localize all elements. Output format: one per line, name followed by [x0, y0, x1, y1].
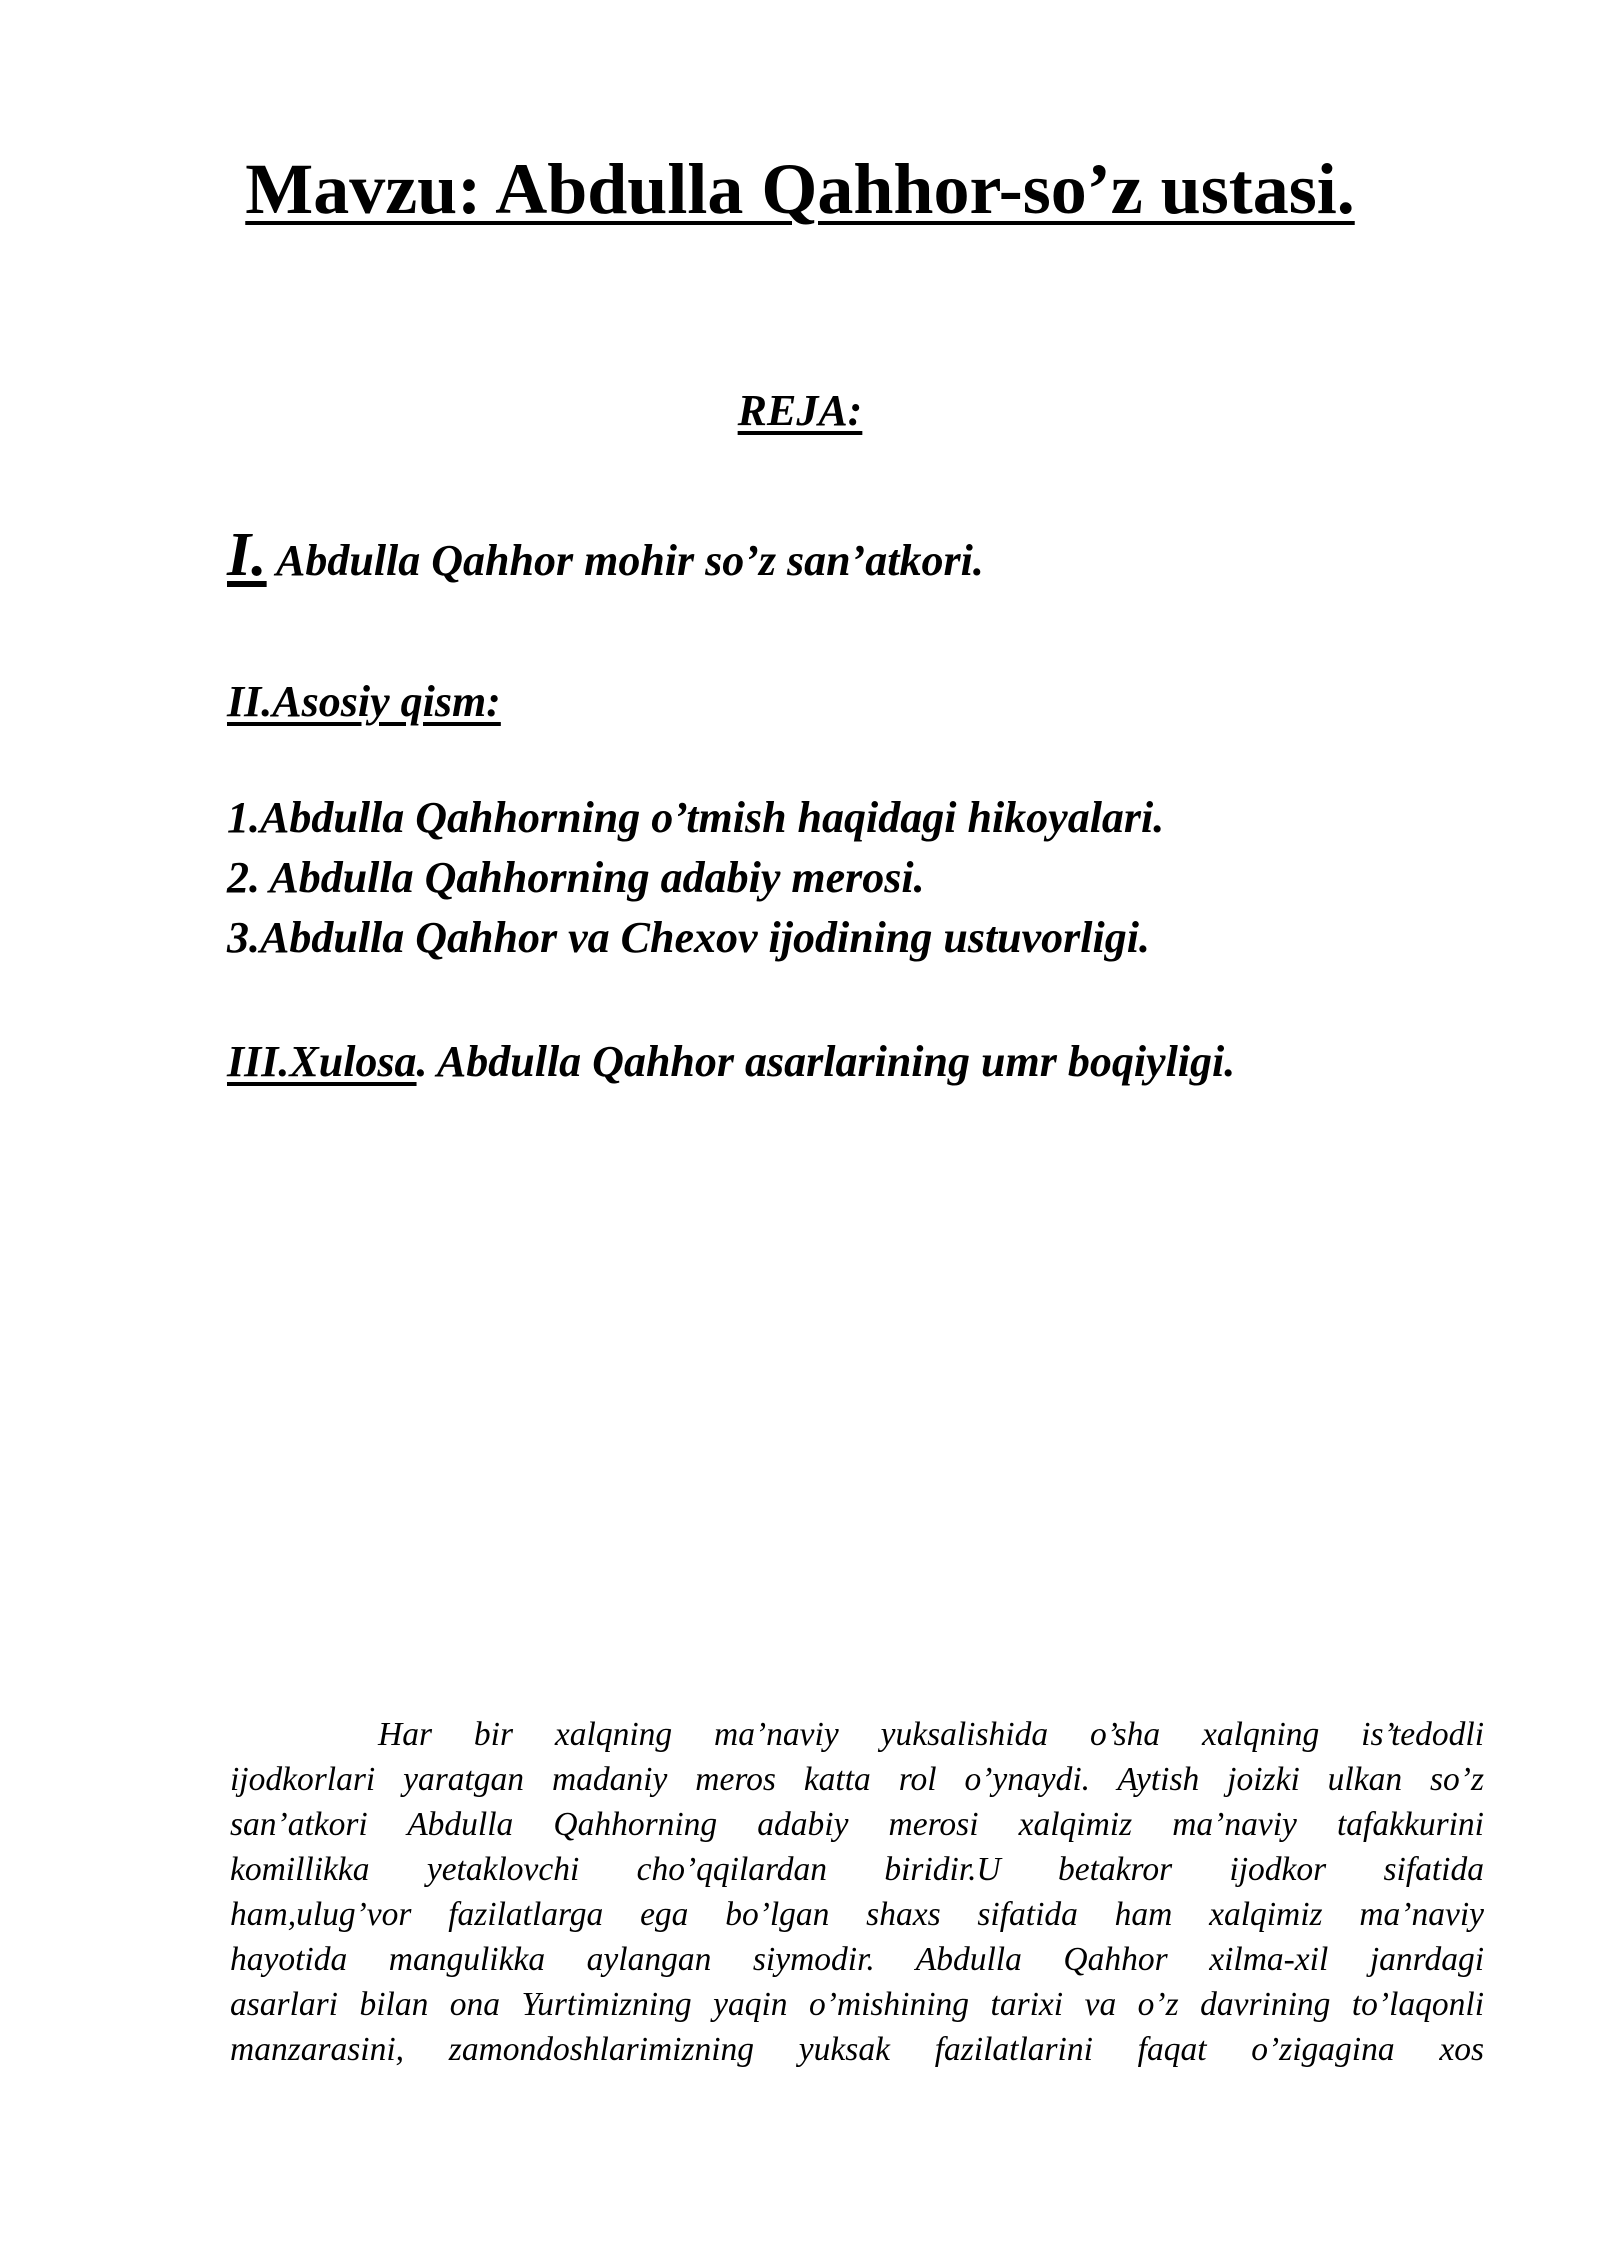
plan-item-1-text: Abdulla Qahhor mohir so’z san’atkori.: [266, 536, 984, 585]
plan-item-3: [227, 1036, 1527, 1087]
plan-subitem-3: 3.Abdulla Qahhor va Chexov ijodining ustuvorligi.: [227, 913, 1150, 962]
plan-subitem-2: 2. Abdulla Qahhorning adabiy merosi.: [227, 853, 925, 902]
body-line: hayotida mangulikka aylangan siymodir. Abdulla Qahhor xilma-xil janrdagi: [230, 1941, 1484, 1978]
body-line: komillikka yetaklovchi cho’qqilardan biridir.U betakror ijodkor sifatida: [230, 1851, 1484, 1888]
body-line: ham,ulug’vor fazilatlarga ega bo’lgan shaxs sifatida ham xalqimiz ma’naviy: [230, 1896, 1484, 1933]
roman-numeral-1: I.: [227, 521, 267, 589]
plan-subitem-1: 1.Abdulla Qahhorning o’tmish haqidagi hikoyalari.: [227, 793, 1165, 842]
conclusion-label: III.Xulosa: [227, 1037, 417, 1086]
plan-heading: REJA:: [737, 386, 863, 435]
body-line: Har bir xalqning ma’naviy yuksalishida o’sha xalqning is’tedodli: [378, 1716, 1484, 1753]
page-title: Mavzu: Abdulla Qahhor-so’z ustasi.: [245, 149, 1355, 229]
body-line: manzarasini, zamondoshlarimizning yuksak fazilatlarini faqat o’zigagina xos: [230, 2031, 1484, 2068]
body-line: ijodkorlari yaratgan madaniy meros katta rol o’ynaydi. Aytish joizki ulkan so’z: [230, 1761, 1484, 1798]
body-line: asarlari bilan ona Yurtimizning yaqin o’mishining tarixi va o’z davrining to’laqonli: [230, 1986, 1484, 2023]
body-paragraph: [230, 1712, 1484, 2072]
plan-item-1: [227, 520, 1527, 591]
body-line: san’atkori Abdulla Qahhorning adabiy merosi xalqimiz ma’naviy tafakkurini: [230, 1806, 1484, 1843]
conclusion-text: . Abdulla Qahhor asarlarining umr boqiyligi.: [416, 1037, 1236, 1086]
plan-item-2: II.Asosiy qism:: [227, 677, 501, 726]
